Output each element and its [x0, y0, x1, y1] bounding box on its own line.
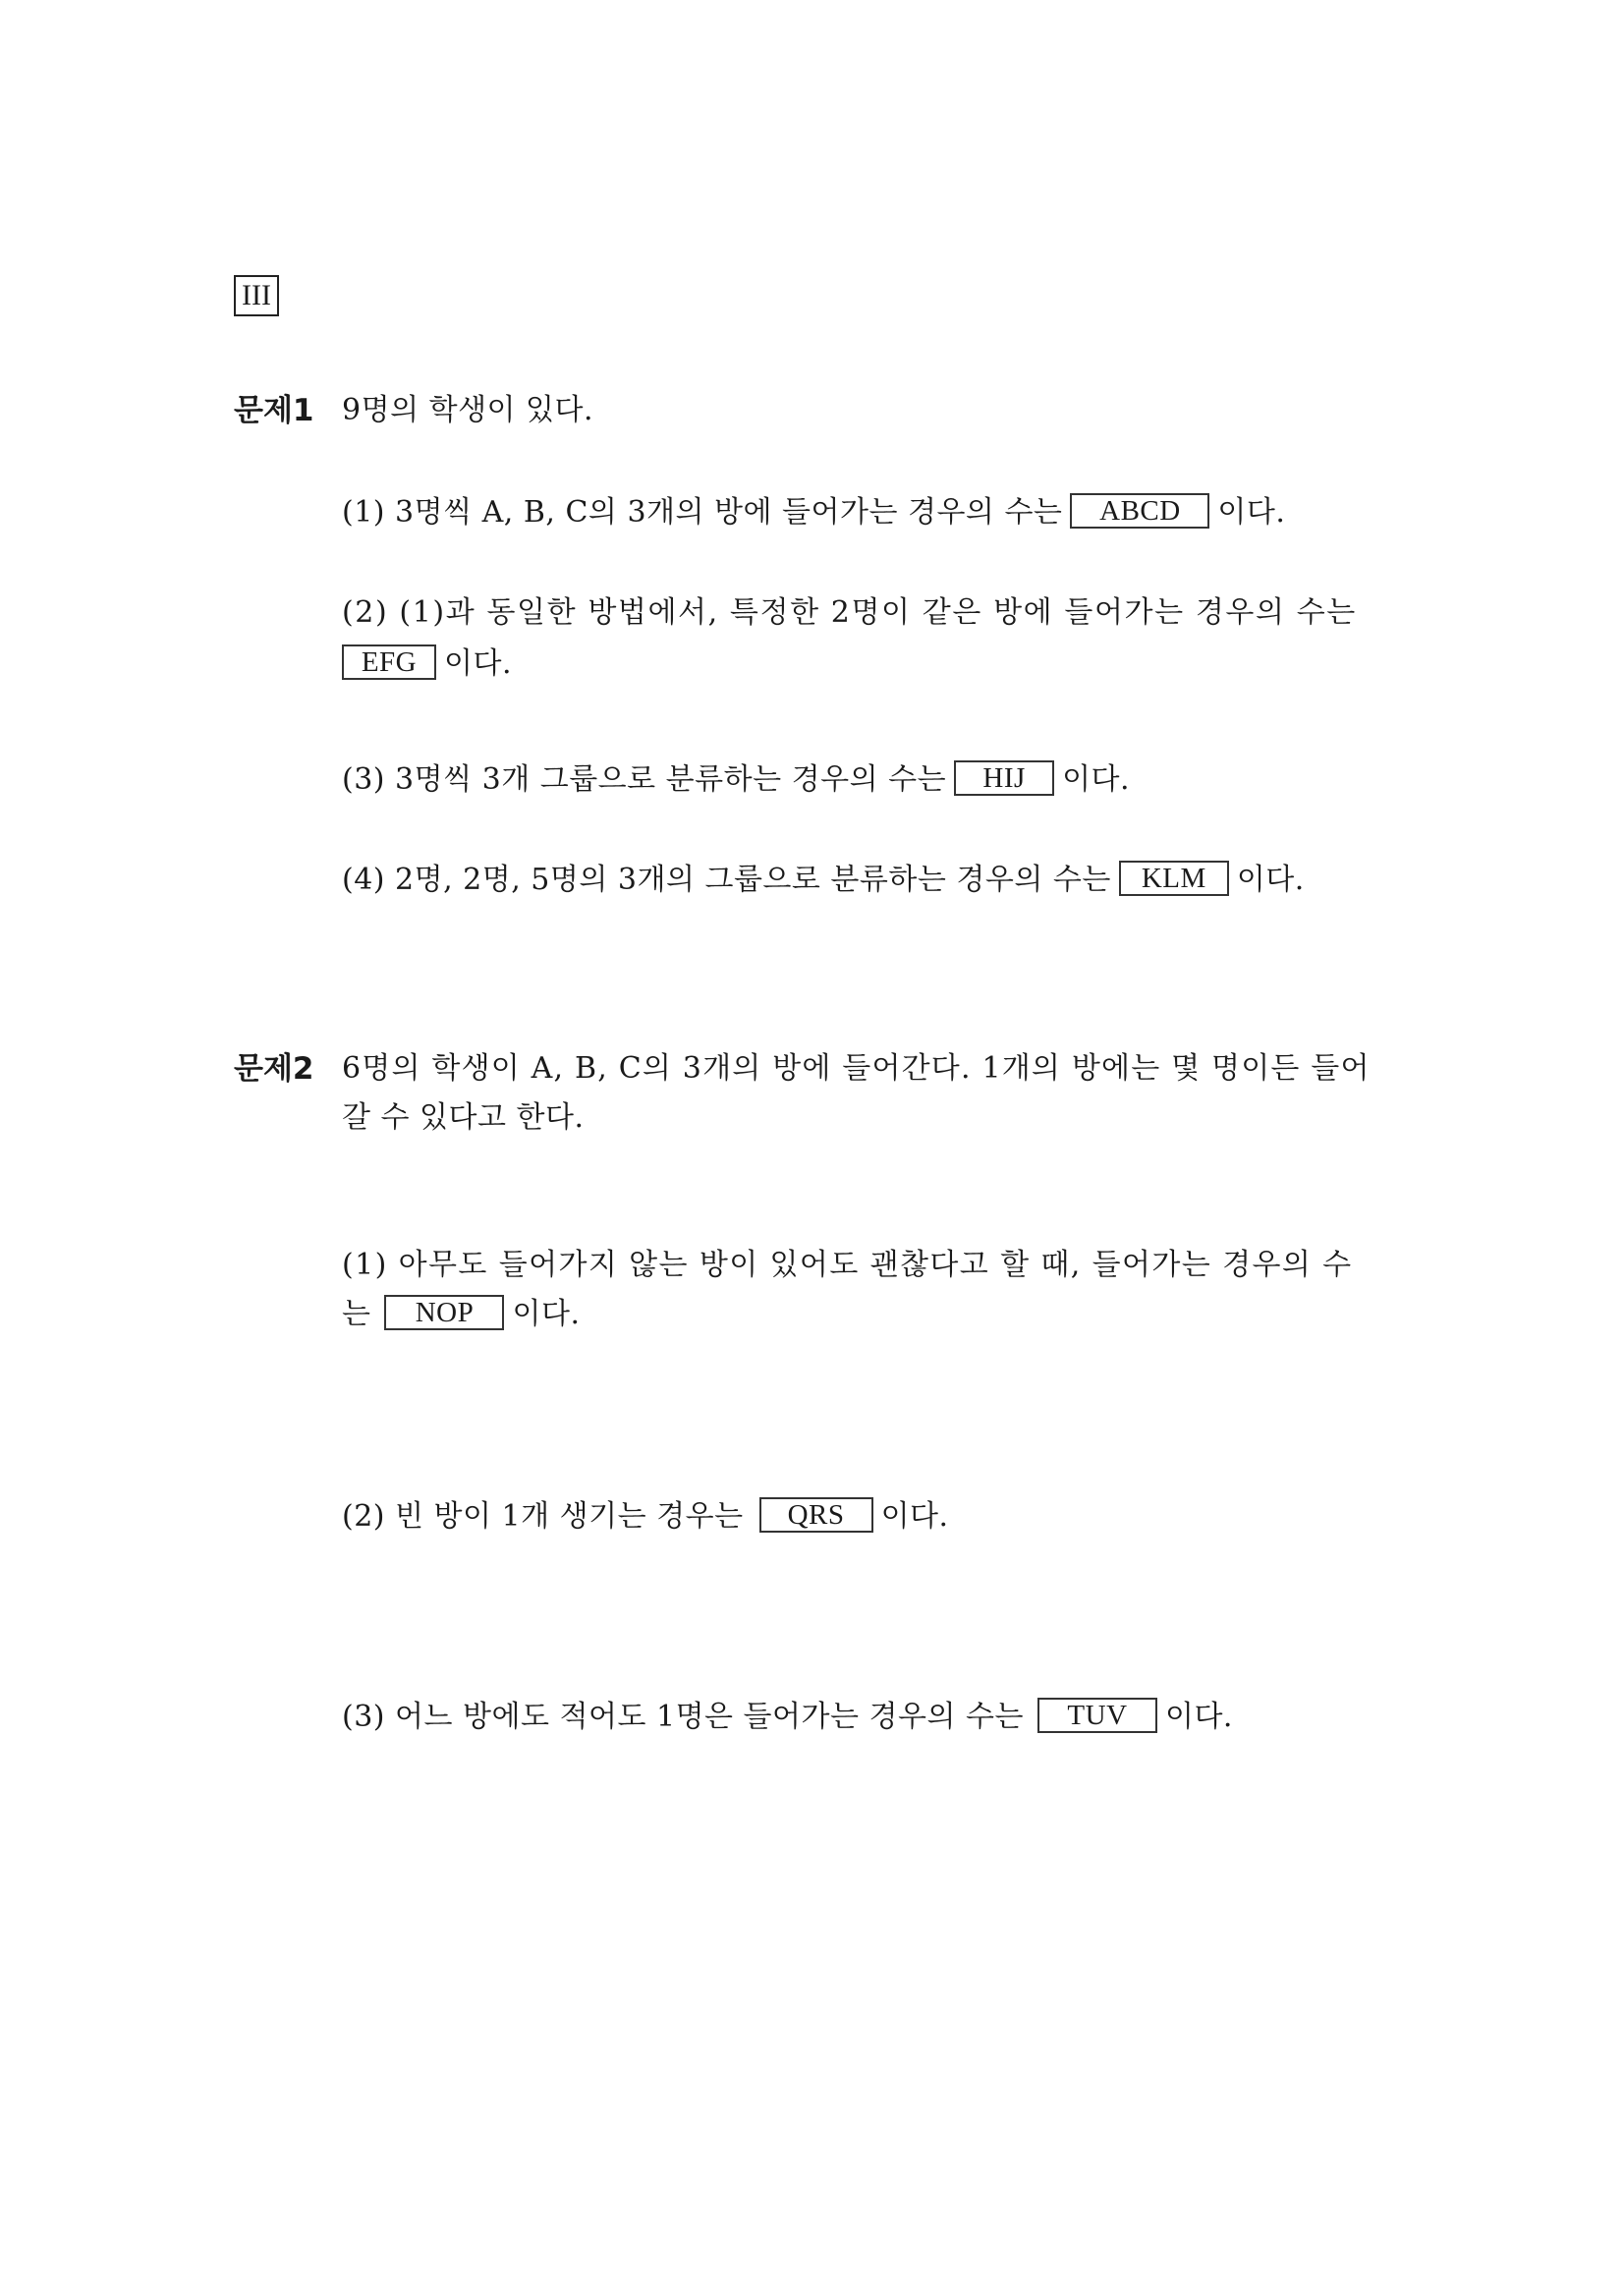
problem2-q1-line1: (1) 아무도 들어가지 않는 방이 있어도 괜찮다고 할 때, 들어가는 경우의 수 — [342, 1248, 1353, 1282]
problem1-q1 — [342, 493, 1285, 532]
problem2-q3-answer-box: TUV — [1037, 1698, 1157, 1733]
problem1-q2-suffix: 이다. — [444, 646, 512, 681]
problem1-q4-text: (4) 2명, 2명, 5명의 3개의 그룹으로 분류하는 경우의 수는 — [342, 863, 1111, 897]
problem1-q1-text: (1) 3명씩 A, B, C의 3개의 방에 들어가는 경우의 수는 — [342, 495, 1063, 530]
problem2-q2-text: (2) 빈 방이 1개 생기는 경우는 — [342, 1499, 744, 1534]
problem1-q4 — [342, 861, 1305, 900]
problem2-q1-answer-box: NOP — [384, 1295, 504, 1330]
section-mark: III — [234, 275, 279, 316]
problem1-intro: 9명의 학생이 있다. — [342, 393, 594, 427]
problem1-q4-answer-box: KLM — [1119, 861, 1229, 896]
problem1-q2-answer-box: EFG — [342, 644, 436, 680]
problem1-q3-suffix: 이다. — [1062, 762, 1131, 797]
problem2-q3-text: (3) 어느 방에도 적어도 1명은 들어가는 경우의 수는 — [342, 1700, 1024, 1734]
problem2-q1-text: 는 — [342, 1297, 371, 1331]
problem2-q2-suffix: 이다. — [880, 1499, 949, 1534]
problem2-q3 — [342, 1698, 1233, 1737]
problem1-q3 — [342, 760, 1130, 800]
problem1-q4-suffix: 이다. — [1236, 863, 1305, 897]
problem2-intro-line1: 6명의 학생이 A, B, C의 3개의 방에 들어간다. 1개의 방에는 몇 명이든 들어 — [342, 1051, 1371, 1086]
problem2-label: 문제2 — [234, 1051, 314, 1087]
problem2-q2-answer-box: QRS — [759, 1497, 873, 1533]
problem1-q2-line2 — [342, 644, 512, 684]
problem1-label: 문제1 — [234, 393, 314, 428]
problem2-q1-line2 — [342, 1295, 580, 1334]
problem1-q3-answer-box: HIJ — [954, 760, 1054, 796]
problem1-q2-line1: (2) (1)과 동일한 방법에서, 특정한 2명이 같은 방에 들어가는 경우의 수는 — [342, 595, 1357, 630]
problem2-intro-line2: 갈 수 있다고 한다. — [342, 1100, 585, 1135]
problem1-q1-answer-box: ABCD — [1070, 493, 1209, 529]
problem1-q3-text: (3) 3명씩 3개 그룹으로 분류하는 경우의 수는 — [342, 762, 947, 797]
problem2-q1-suffix: 이다. — [512, 1297, 581, 1331]
problem2-q2 — [342, 1497, 949, 1537]
problem2-q3-suffix: 이다. — [1164, 1700, 1233, 1734]
problem1-q1-suffix: 이다. — [1217, 495, 1286, 530]
